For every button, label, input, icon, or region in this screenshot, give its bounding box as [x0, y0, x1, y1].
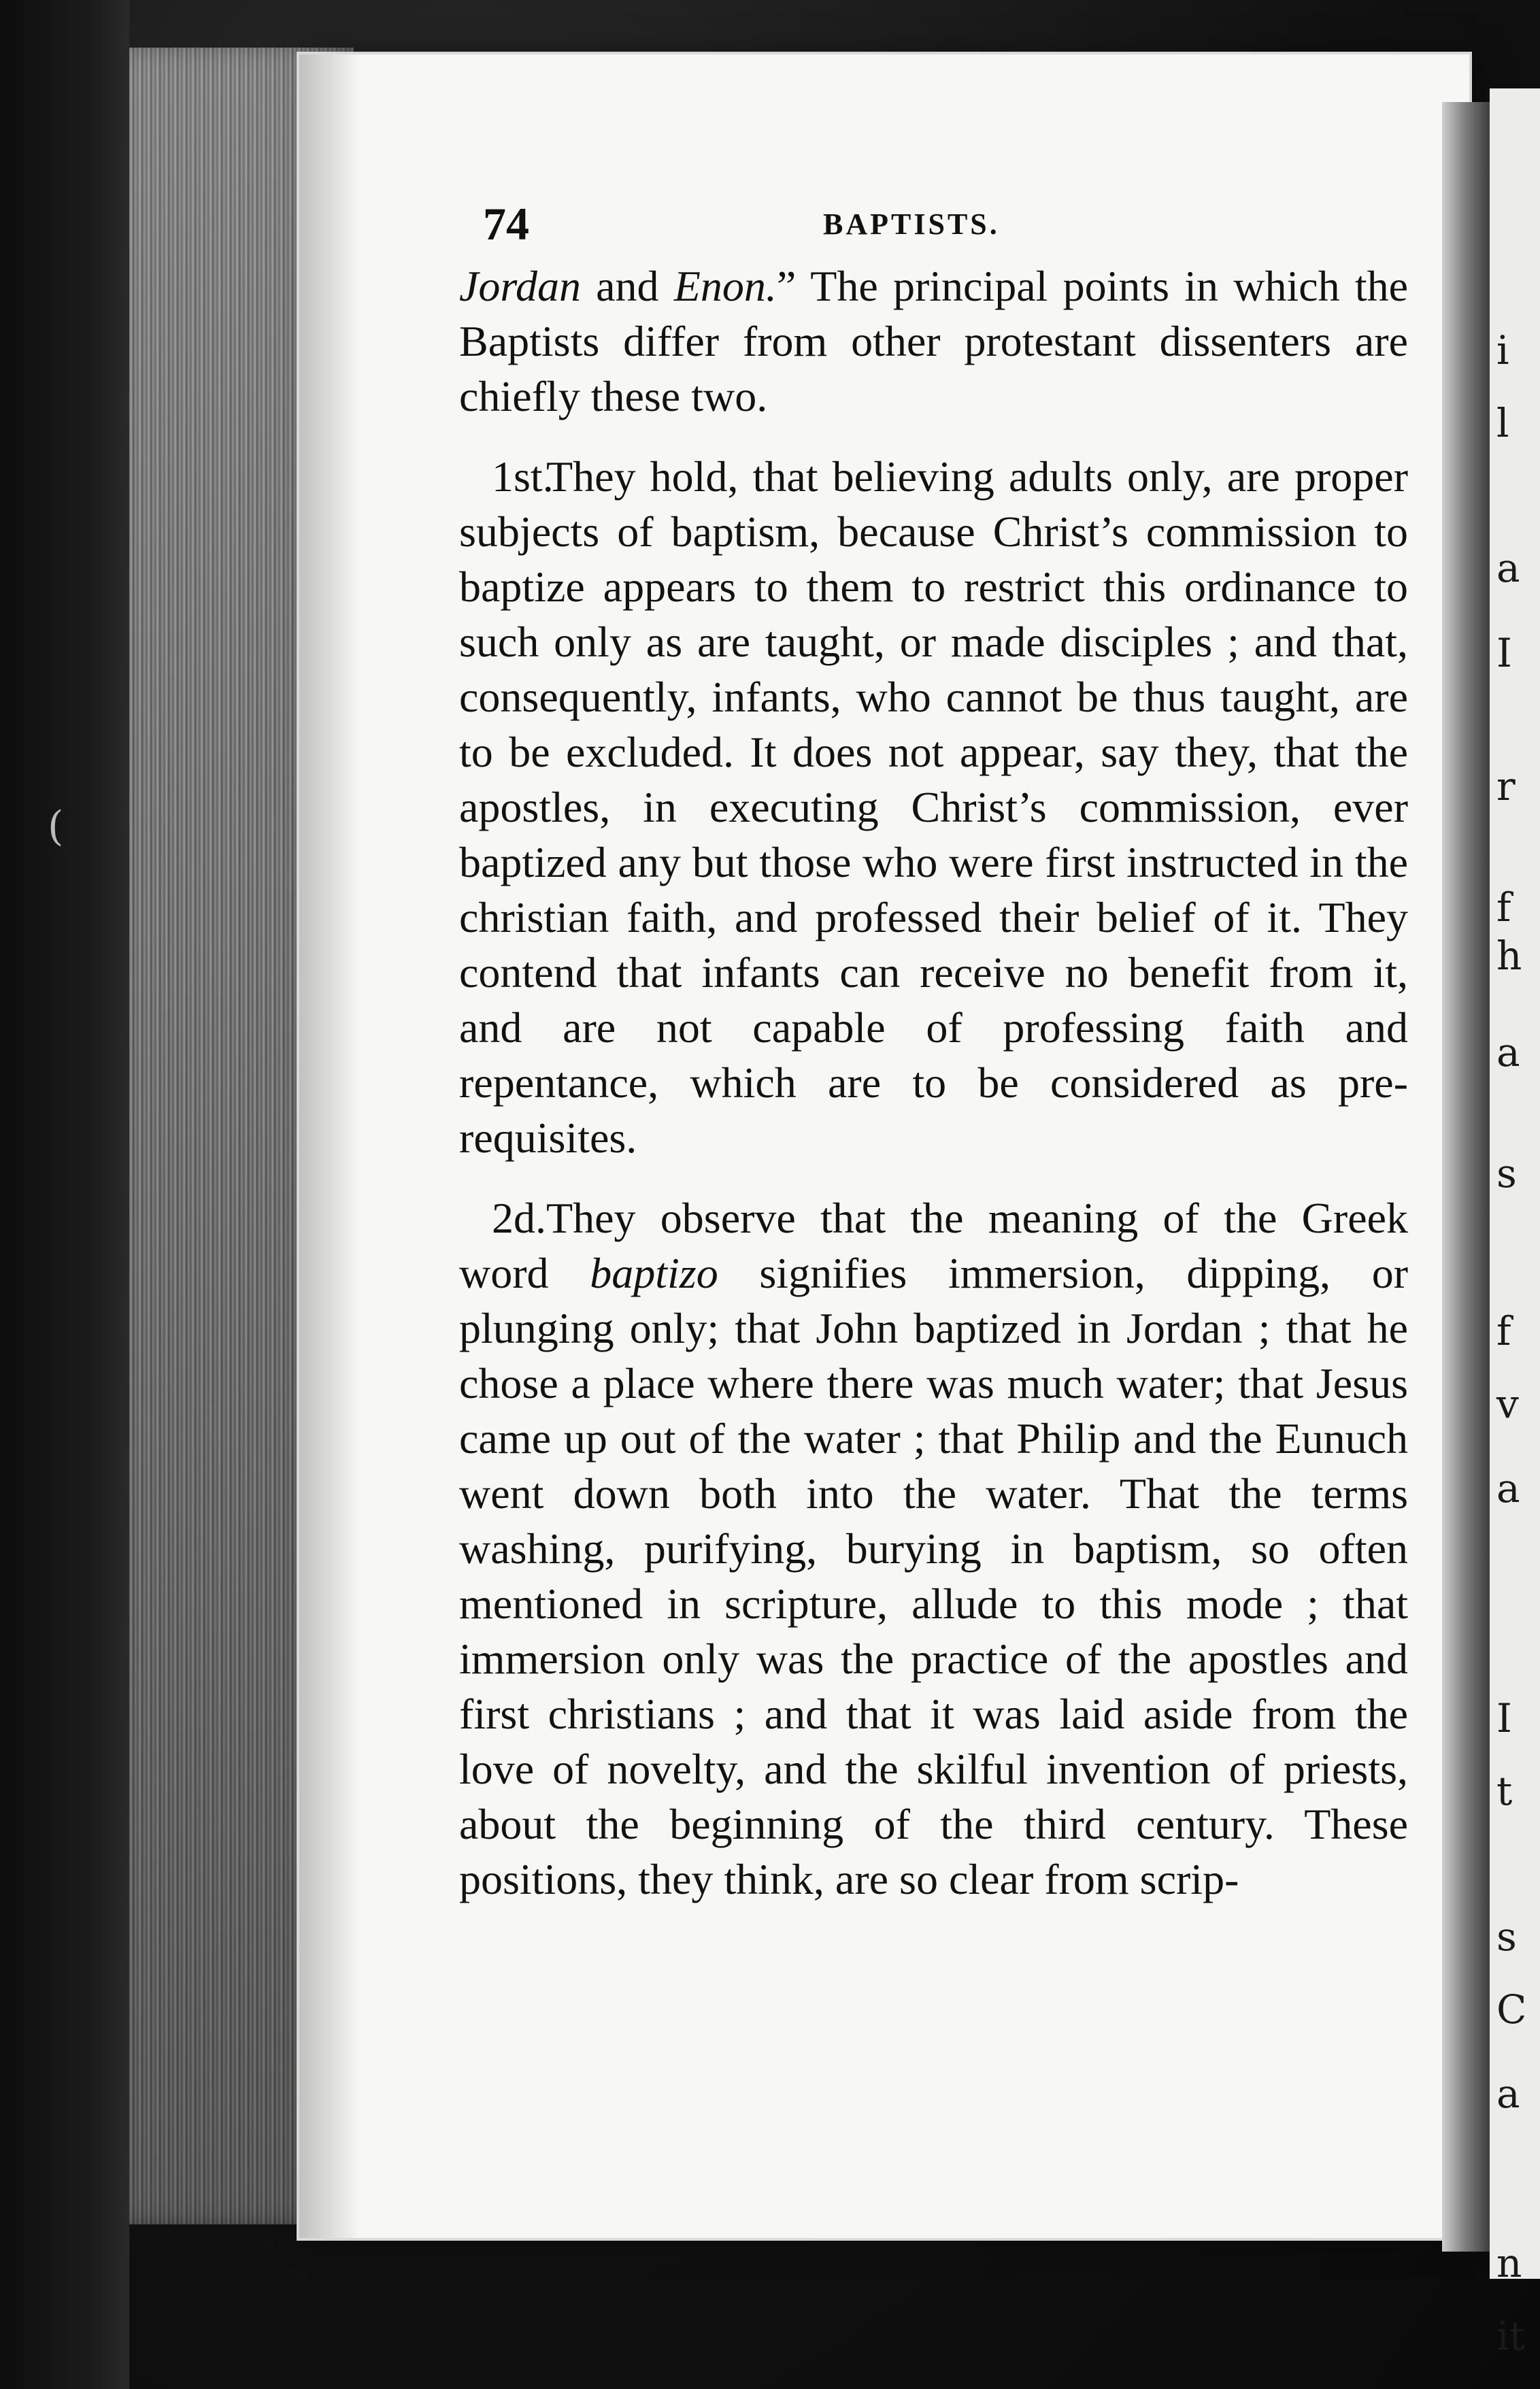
adjacent-page-letter: t — [1496, 1768, 1513, 1815]
italic-place-enon: Enon. — [673, 262, 777, 310]
adjacent-page-letter: a — [1496, 1029, 1520, 1076]
adjacent-page-letter: a — [1496, 2071, 1520, 2118]
adjacent-page-letter: s — [1496, 1913, 1517, 1960]
adjacent-page-letter: a — [1496, 1465, 1520, 1512]
point-2-text-a: They observe that the meaning of the Greek word — [459, 1194, 1408, 1297]
intro-paragraph — [459, 258, 1408, 424]
point-2-paragraph — [459, 1190, 1408, 1907]
body-text — [459, 258, 1408, 1932]
italic-word-baptizo: baptizo — [590, 1249, 718, 1297]
adjacent-page-letter: I — [1496, 630, 1512, 676]
italic-place-jordan: Jordan — [459, 262, 581, 310]
point-2-label: 2d. — [492, 1194, 546, 1242]
point-1-label: 1st. — [492, 452, 554, 501]
book-page — [299, 54, 1469, 2238]
intro-connector: and — [580, 262, 674, 310]
adjacent-page-letter: C — [1496, 1986, 1527, 2033]
adjacent-page-letter: n — [1496, 2240, 1522, 2287]
adjacent-page — [1490, 88, 1540, 2360]
adjacent-page-letter: r — [1496, 763, 1516, 809]
adjacent-page-letter: l — [1496, 399, 1509, 446]
running-title: BAPTISTS. — [823, 207, 1000, 241]
point-2-text-b: signifies immersion, dipping, or plunging only; that John baptized in Jordan ; that he chose a place where there was much water; that Jesus came up out of the water ; that Philip and the Eunuch went down both into the water. That the terms washing, purifying, burying in baptism, so often mentioned in scripture, allude to this mode ; that immersion only was the practice of the apostles and first christians ; and that it was laid aside from the love of novelty, and the skilful invention of priests, about the beginning of the third century. These positions, they think, are so clear from scrip- — [459, 1249, 1409, 1903]
binding-gutter — [1442, 102, 1490, 2252]
adjacent-page-letter: it — [1496, 2313, 1525, 2360]
adjacent-page-letter: i — [1496, 327, 1509, 373]
point-1-paragraph — [459, 449, 1408, 1165]
point-1-text: They hold, that believing adults only, are proper subjects of baptism, because Christ’s commission to baptize appears to them to restrict this ordinance to such only as are taught, or made disciples ; and that, consequently, infants, who cannot be thus taught, are to be excluded. It does not appear, say they, that the apostles, in executing Christ’s commission, ever baptized any but those who were first instructed in the christian faith, and professed their belief of it. They contend that infants can receive no benefit from it, and are not capable of professing faith and repentance, which are to be considered as pre-requisites. — [459, 452, 1408, 1162]
adjacent-page-letter: s — [1496, 1150, 1517, 1197]
scan-background-left — [0, 0, 129, 2389]
margin-mark: ( — [48, 803, 64, 850]
adjacent-page-letter: v — [1496, 1380, 1519, 1427]
adjacent-page-letter: f — [1496, 884, 1511, 931]
adjacent-page-letter: I — [1496, 1695, 1512, 1742]
adjacent-page-letter: f — [1496, 1307, 1511, 1354]
page-number: 74 — [483, 198, 529, 250]
intro-text: ” The principal points in which the Baptists differ from other protestant dissenters are chiefly these two. — [459, 262, 1408, 420]
adjacent-page-letter: a — [1496, 545, 1520, 592]
adjacent-page-letter: h — [1496, 933, 1522, 979]
